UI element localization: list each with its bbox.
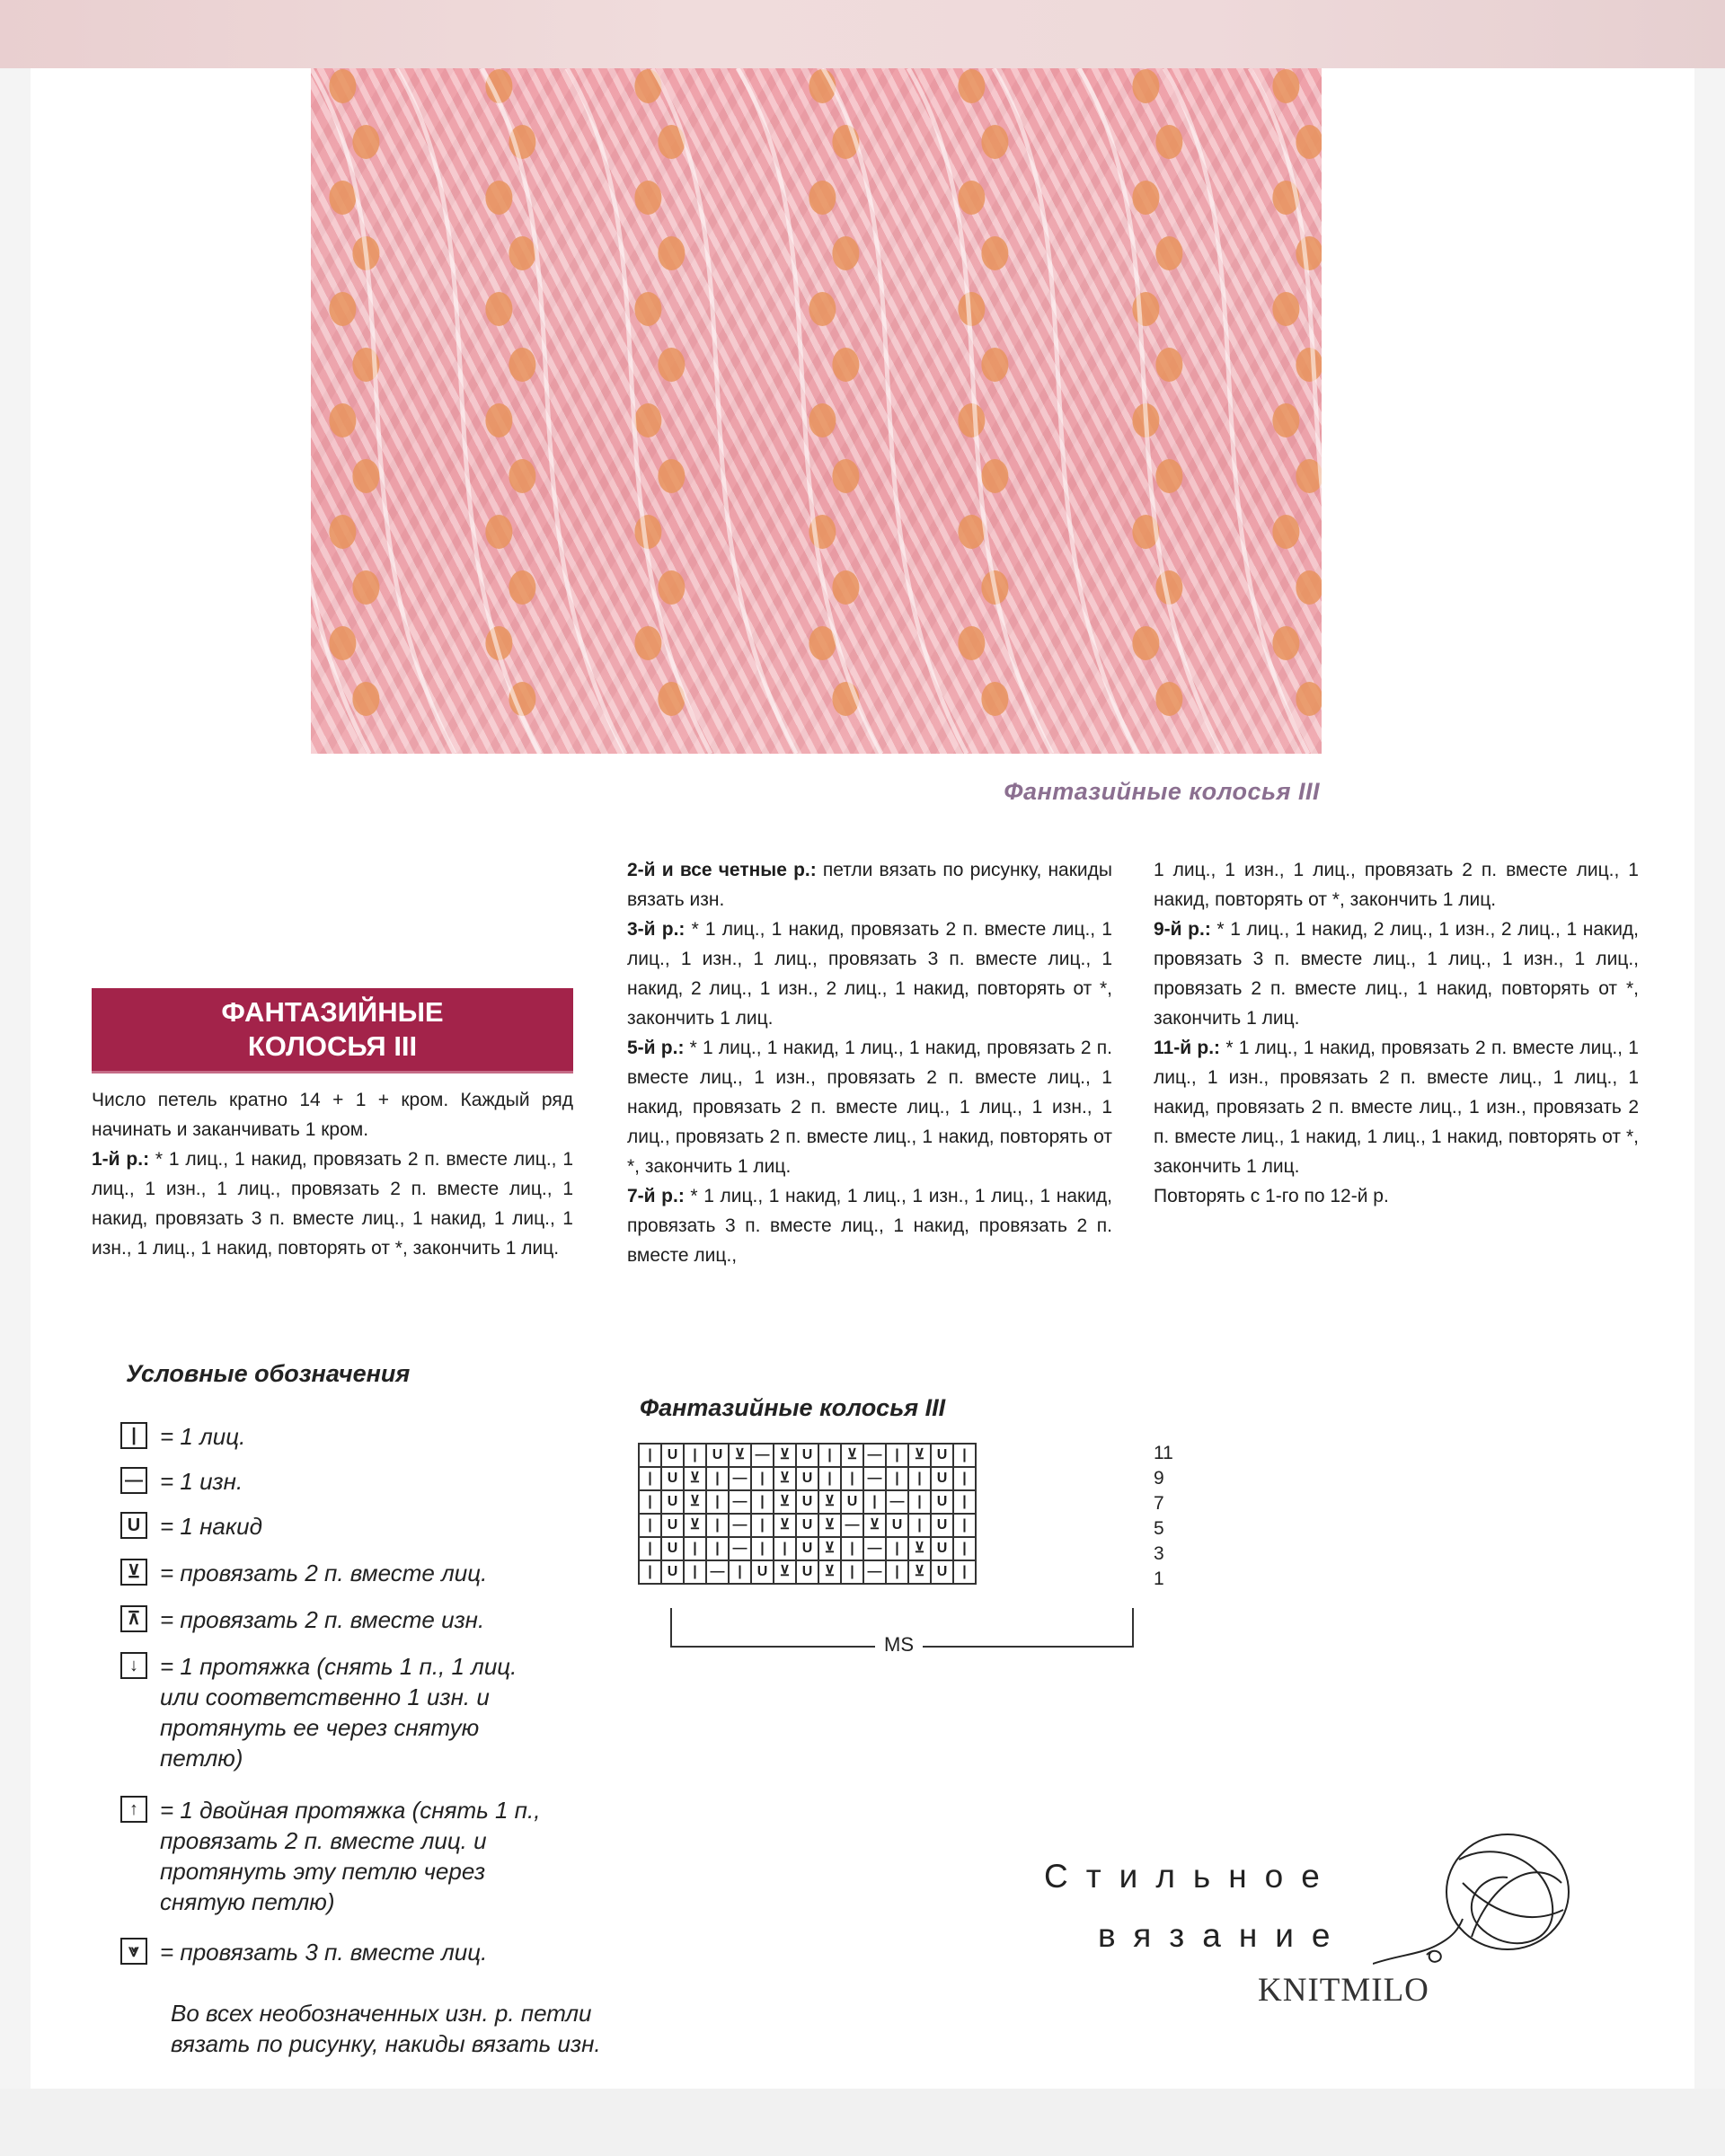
instructions-column-1 [92,1085,573,1263]
eyelet-hole [352,125,379,159]
k2tog-icon: ⊻ [120,1559,147,1586]
chart-cell: U [796,1537,818,1560]
chart-cell: U [661,1490,684,1514]
row-3-text: * 1 лиц., 1 накид, провязать 2 п. вместе лиц., 1 лиц., 1 изн., 1 лиц., провязать 3 п. вместе лиц., 1 накид, 2 лиц., 1 изн., 2 лиц., 1 накид, повторять от *, закончить 1 лиц. [627,919,1112,1029]
chart-cell: U [931,1467,953,1490]
row-1-label: 1-й р.: [92,1149,150,1170]
legend-text: = провязать 2 п. вместе изн. [160,1606,485,1633]
chart-cell: U [886,1514,908,1537]
eyelet-hole [1155,682,1182,716]
chart-cell: | [841,1537,863,1560]
row-5-instruction [627,1033,1112,1181]
chart-cell: | [908,1514,931,1537]
p2tog-icon: ⊼ [120,1605,147,1632]
row-11-label: 11-й р.: [1154,1038,1221,1058]
chart-row-number: 3 [1154,1543,1164,1564]
eyelet-hole [958,515,985,549]
eyelet-hole [658,348,685,382]
row-3-instruction [627,915,1112,1033]
chart-cell: ⊻ [684,1514,706,1537]
chart-cell: | [639,1537,661,1560]
eyelet-hole [832,236,859,270]
chart-cell: U [796,1444,818,1467]
chart-cell: U [661,1467,684,1490]
legend-text: = 1 лиц. [160,1423,246,1450]
eyelet-hole [509,570,535,605]
pattern-title-line1: ФАНТАЗИЙНЫЕ [221,996,444,1028]
row-5-label: 5-й р.: [627,1038,685,1058]
pattern-title [92,988,573,1074]
row-5-text: * 1 лиц., 1 накид, 1 лиц., 1 накид, провязать 2 п. вместе лиц., 1 изн., провязать 2 п. вместе лиц., 1 накид, провязать 2 п. вместе лиц., 1 лиц., 1 изн., 1 лиц., провязать 2 п. вместе лиц., 1 накид, повторять от *, закончить 1 лиц. [627,1038,1112,1177]
chart-cell: | [886,1444,908,1467]
eyelet-hole [1296,125,1322,159]
chart-cell: U [661,1560,684,1584]
chart-cell: ⊻ [684,1490,706,1514]
chart-cell: U [661,1537,684,1560]
eyelet-hole [1155,236,1182,270]
chart-cell: | [841,1467,863,1490]
yarn-over-icon: U [120,1512,147,1539]
chart-cell: — [729,1490,751,1514]
chart-cell: | [751,1514,774,1537]
eyelet-hole [809,403,836,437]
eyelet-hole [1155,459,1182,493]
eyelet-hole [329,403,356,437]
document-page [31,68,1694,2089]
knit-icon: | [120,1422,147,1449]
eyelet-hole [634,515,661,549]
chart-cell: U [931,1537,953,1560]
eyelet-hole [981,348,1008,382]
eyelet-hole [634,403,661,437]
chart-cell: ⊻ [908,1444,931,1467]
chart-cell: — [886,1490,908,1514]
chart-cell: | [729,1560,751,1584]
chart-cell: ⊻ [818,1537,841,1560]
row-7-text: * 1 лиц., 1 накид, 1 лиц., 1 изн., 1 лиц., 1 накид, провязать 3 п. вместе лиц., 1 накид, провязать 2 п. вместе лиц., [627,1186,1113,1266]
chart-cell: ⊻ [841,1444,863,1467]
eyelet-hole [634,181,661,215]
eyelet-hole [958,181,985,215]
eyelet-hole [1272,292,1299,326]
instructions-column-2 [627,855,1112,1270]
chart-cell: | [953,1560,976,1584]
purl-icon: — [120,1467,147,1494]
chart-cell: — [863,1560,886,1584]
chart-cell: U [931,1514,953,1537]
chart-cell: | [706,1467,729,1490]
eyelet-hole [1132,626,1159,660]
chart-cell: U [796,1467,818,1490]
legend-item-yarn-over [120,1511,600,1542]
chart-cell: — [863,1444,886,1467]
instructions-column-3 [1154,855,1639,1211]
eyelet-hole [329,515,356,549]
eyelet-hole [1155,348,1182,382]
eyelet-hole [1272,626,1299,660]
chart-cell: | [639,1444,661,1467]
top-band [0,0,1725,68]
chart-cell: | [908,1490,931,1514]
chart-row [639,1560,976,1584]
eyelet-hole [329,292,356,326]
eyelet-hole [809,181,836,215]
chart-cell: ⊻ [908,1560,931,1584]
leaf-rib-line [738,68,881,754]
eyelet-hole [1132,181,1159,215]
chart-cell: — [729,1467,751,1490]
chart-cell: — [863,1467,886,1490]
row-3-label: 3-й р.: [627,919,686,940]
eyelet-hole [1272,69,1299,103]
chart-cell: — [863,1537,886,1560]
eyelet-hole [832,459,859,493]
row-1-text: * 1 лиц., 1 накид, провязать 2 п. вместе лиц., 1 лиц., 1 изн., 1 лиц., провязать 2 п. вместе лиц., 1 накид, провязать 3 п. вместе лиц., 1 накид, 1 лиц., 1 изн., 1 лиц., 1 накид, повторять от *, закончить 1 лиц. [92,1149,573,1259]
eyelet-hole [509,236,535,270]
legend-item-knit [120,1421,600,1452]
eyelet-hole [958,626,985,660]
chart-row [639,1514,976,1537]
chart-row [639,1490,976,1514]
legend-item-k2tog [120,1558,600,1588]
chart-cell: U [661,1444,684,1467]
chart-cell: | [886,1467,908,1490]
eyelet-hole [352,682,379,716]
even-rows-label: 2-й и все четные р.: [627,860,817,880]
legend-item-slip-pass [120,1651,537,1773]
chart-cell: — [751,1444,774,1467]
chart-cell: ⊻ [818,1514,841,1537]
eyelet-hole [958,403,985,437]
eyelet-hole [1272,515,1299,549]
chart-cell: | [706,1537,729,1560]
brand-line-1: Стильное [1044,1858,1338,1895]
eyelet-hole [958,69,985,103]
chart-cell: | [639,1560,661,1584]
chart-cell: | [818,1444,841,1467]
legend-text: = 1 двойная протяжка (снять 1 п., провязать 2 п. вместе лиц. и протянуть эту петлю через снятую петлю) [160,1797,541,1915]
chart-row [639,1444,976,1467]
chart-cell: | [953,1490,976,1514]
eyelet-hole [658,570,685,605]
eyelet-hole [1296,236,1322,270]
row-7-instruction [627,1181,1112,1270]
chart-row [639,1467,976,1490]
row-9-instruction [1154,915,1639,1033]
legend-note: Во всех необозначенных изн. р. петли вязать по рисунку, накиды вязать изн. [171,2000,601,2057]
chart-cell: ⊻ [774,1490,796,1514]
leaf-rib-line [652,68,796,754]
chart-cell: | [751,1467,774,1490]
chart-cell: ⊻ [774,1514,796,1537]
chart-cell: | [953,1537,976,1560]
chart-cell: | [684,1444,706,1467]
row-9-label: 9-й р.: [1154,919,1211,940]
eyelet-hole [981,459,1008,493]
even-rows-instruction [627,855,1112,915]
chart-cell: — [841,1514,863,1537]
eyelet-hole [485,515,512,549]
repeat-instruction: Повторять с 1-го по 12-й р. [1154,1186,1389,1206]
double-slip-icon: ↑ [120,1796,147,1823]
chart-cell: ⊻ [774,1560,796,1584]
chart-cell: | [886,1560,908,1584]
chart-cell: U [796,1490,818,1514]
chart-cell: ⊻ [818,1560,841,1584]
chart-cell: U [931,1444,953,1467]
chart-cell: — [706,1560,729,1584]
brand-line-3: KNITMILO [1258,1972,1429,2009]
eyelet-hole [634,292,661,326]
chart-cell: | [684,1560,706,1584]
yarn-ball-icon [1373,1820,1606,2009]
chart-cell: | [908,1467,931,1490]
chart-cell: ⊻ [908,1537,931,1560]
eyelet-hole [485,403,512,437]
bottom-band [0,2089,1725,2156]
row-7-label: 7-й р.: [627,1186,685,1206]
chart-row-number: 9 [1154,1468,1164,1489]
chart-cell: ⊻ [774,1467,796,1490]
pattern-title-line2: КОЛОСЬЯ III [247,1030,418,1062]
repeat-label: MS [875,1633,923,1657]
chart-cell: | [774,1537,796,1560]
chart-grid [638,1443,977,1585]
eyelet-hole [981,682,1008,716]
eyelet-hole [329,626,356,660]
chart-cell: | [639,1467,661,1490]
chart-cell: | [751,1490,774,1514]
eyelet-hole [352,570,379,605]
chart-row-number: 5 [1154,1518,1164,1539]
eyelet-hole [485,292,512,326]
stitch-count-text: Число петель кратно 14 + 1 + кром. Каждый ряд начинать и заканчивать 1 кром. [92,1090,573,1140]
chart-cell: — [729,1514,751,1537]
chart-cell: | [953,1514,976,1537]
legend-item-purl [120,1466,600,1497]
chart-cell: U [751,1560,774,1584]
leaf-rib-line [396,68,540,754]
eyelet-hole [329,181,356,215]
chart-row-number: 11 [1154,1443,1173,1463]
chart-cell: | [706,1514,729,1537]
chart-cell: | [841,1560,863,1584]
knitting-photo [311,68,1322,754]
chart-cell: — [729,1537,751,1560]
chart-row-number: 1 [1154,1568,1164,1589]
even-rows-text: петли вязать по рисунку, накиды вязать изн. [627,860,1113,910]
chart-row [639,1537,976,1560]
leaf-rib-line [994,68,1137,754]
chart-row-number: 7 [1154,1493,1164,1514]
leaf-rib-line [823,68,967,754]
chart-cell: | [953,1467,976,1490]
legend-text: = провязать 3 п. вместе лиц. [160,1939,488,1966]
chart-cell: U [796,1560,818,1584]
eyelet-hole [1155,125,1182,159]
chart-cell: | [639,1514,661,1537]
knitting-chart [638,1443,977,1585]
eyelet-hole [832,348,859,382]
legend-text: = 1 протяжка (снять 1 п., 1 лиц. или соответственно 1 изн. и протянуть ее через снятую петлю) [160,1653,518,1772]
brand-line-2: вязание [1098,1917,1349,1954]
eyelet-hole [634,626,661,660]
legend-item-k3tog [120,1937,600,1967]
legend-text: = провязать 2 п. вместе лиц. [160,1560,488,1586]
chart-cell: U [706,1444,729,1467]
chart-cell: | [886,1537,908,1560]
eyelet-hole [1296,348,1322,382]
chart-cell: ⊻ [863,1514,886,1537]
row-9-text: * 1 лиц., 1 накид, 2 лиц., 1 изн., 2 лиц., 1 накид, провязать 3 п. вместе лиц., 1 лиц., 1 изн., 1 лиц., провязать 2 п. вместе лиц., 1 накид, повторять от *, закончить 1 лиц. [1154,919,1640,1029]
chart-cell: | [751,1537,774,1560]
eyelet-hole [509,348,535,382]
chart-cell: ⊻ [684,1467,706,1490]
k3tog-icon: ⩔ [120,1938,147,1965]
legend-text: = 1 изн. [160,1468,243,1495]
chart-cell: | [863,1490,886,1514]
chart-cell: U [931,1490,953,1514]
eyelet-hole [1132,69,1159,103]
eyelet-hole [509,459,535,493]
eyelet-hole [658,236,685,270]
chart-cell: | [639,1490,661,1514]
chart-cell: | [684,1537,706,1560]
slip-pass-icon: ↓ [120,1652,147,1679]
chart-cell: ⊻ [729,1444,751,1467]
eyelet-hole [1296,570,1322,605]
chart-cell: ⊻ [774,1444,796,1467]
chart-cell: | [953,1444,976,1467]
row-11-instruction [1154,1033,1639,1181]
eyelet-hole [329,69,356,103]
chart-title: Фантазийные колосья III [640,1394,946,1421]
chart-cell: U [661,1514,684,1537]
row-1-instruction [92,1144,573,1263]
chart-cell: U [796,1514,818,1537]
legend-item-p2tog [120,1604,600,1635]
eyelet-hole [658,459,685,493]
legend-text: = 1 накид [160,1513,262,1540]
chart-cell: | [706,1490,729,1514]
eyelet-hole [1296,682,1322,716]
eyelet-pattern [311,68,1322,754]
row-7-continuation: 1 лиц., 1 изн., 1 лиц., провязать 2 п. вместе лиц., 1 накид, повторять от *, закончить 1 лиц. [1154,860,1639,910]
eyelet-hole [832,570,859,605]
eyelet-hole [981,125,1008,159]
legend-title: Условные обозначения [126,1360,411,1387]
eyelet-hole [1272,403,1299,437]
chart-cell: U [931,1560,953,1584]
row-11-text: * 1 лиц., 1 накид, провязать 2 п. вместе лиц., 1 лиц., 1 изн., провязать 2 п. вместе лиц., 1 лиц., 1 накид, провязать 2 п. вместе лиц., 1 изн., провязать 2 п. вместе лиц., 1 накид, 1 лиц., 1 накид, повторять от *, закончить 1 лиц. [1154,1038,1639,1177]
eyelet-hole [485,181,512,215]
legend-item-double-slip [120,1795,555,1917]
eyelet-hole [981,236,1008,270]
chart-cell: | [818,1467,841,1490]
chart-cell: ⊻ [818,1490,841,1514]
photo-caption: Фантазийные колосья III [1004,778,1320,805]
eyelet-hole [352,459,379,493]
chart-cell: U [841,1490,863,1514]
eyelet-hole [809,292,836,326]
